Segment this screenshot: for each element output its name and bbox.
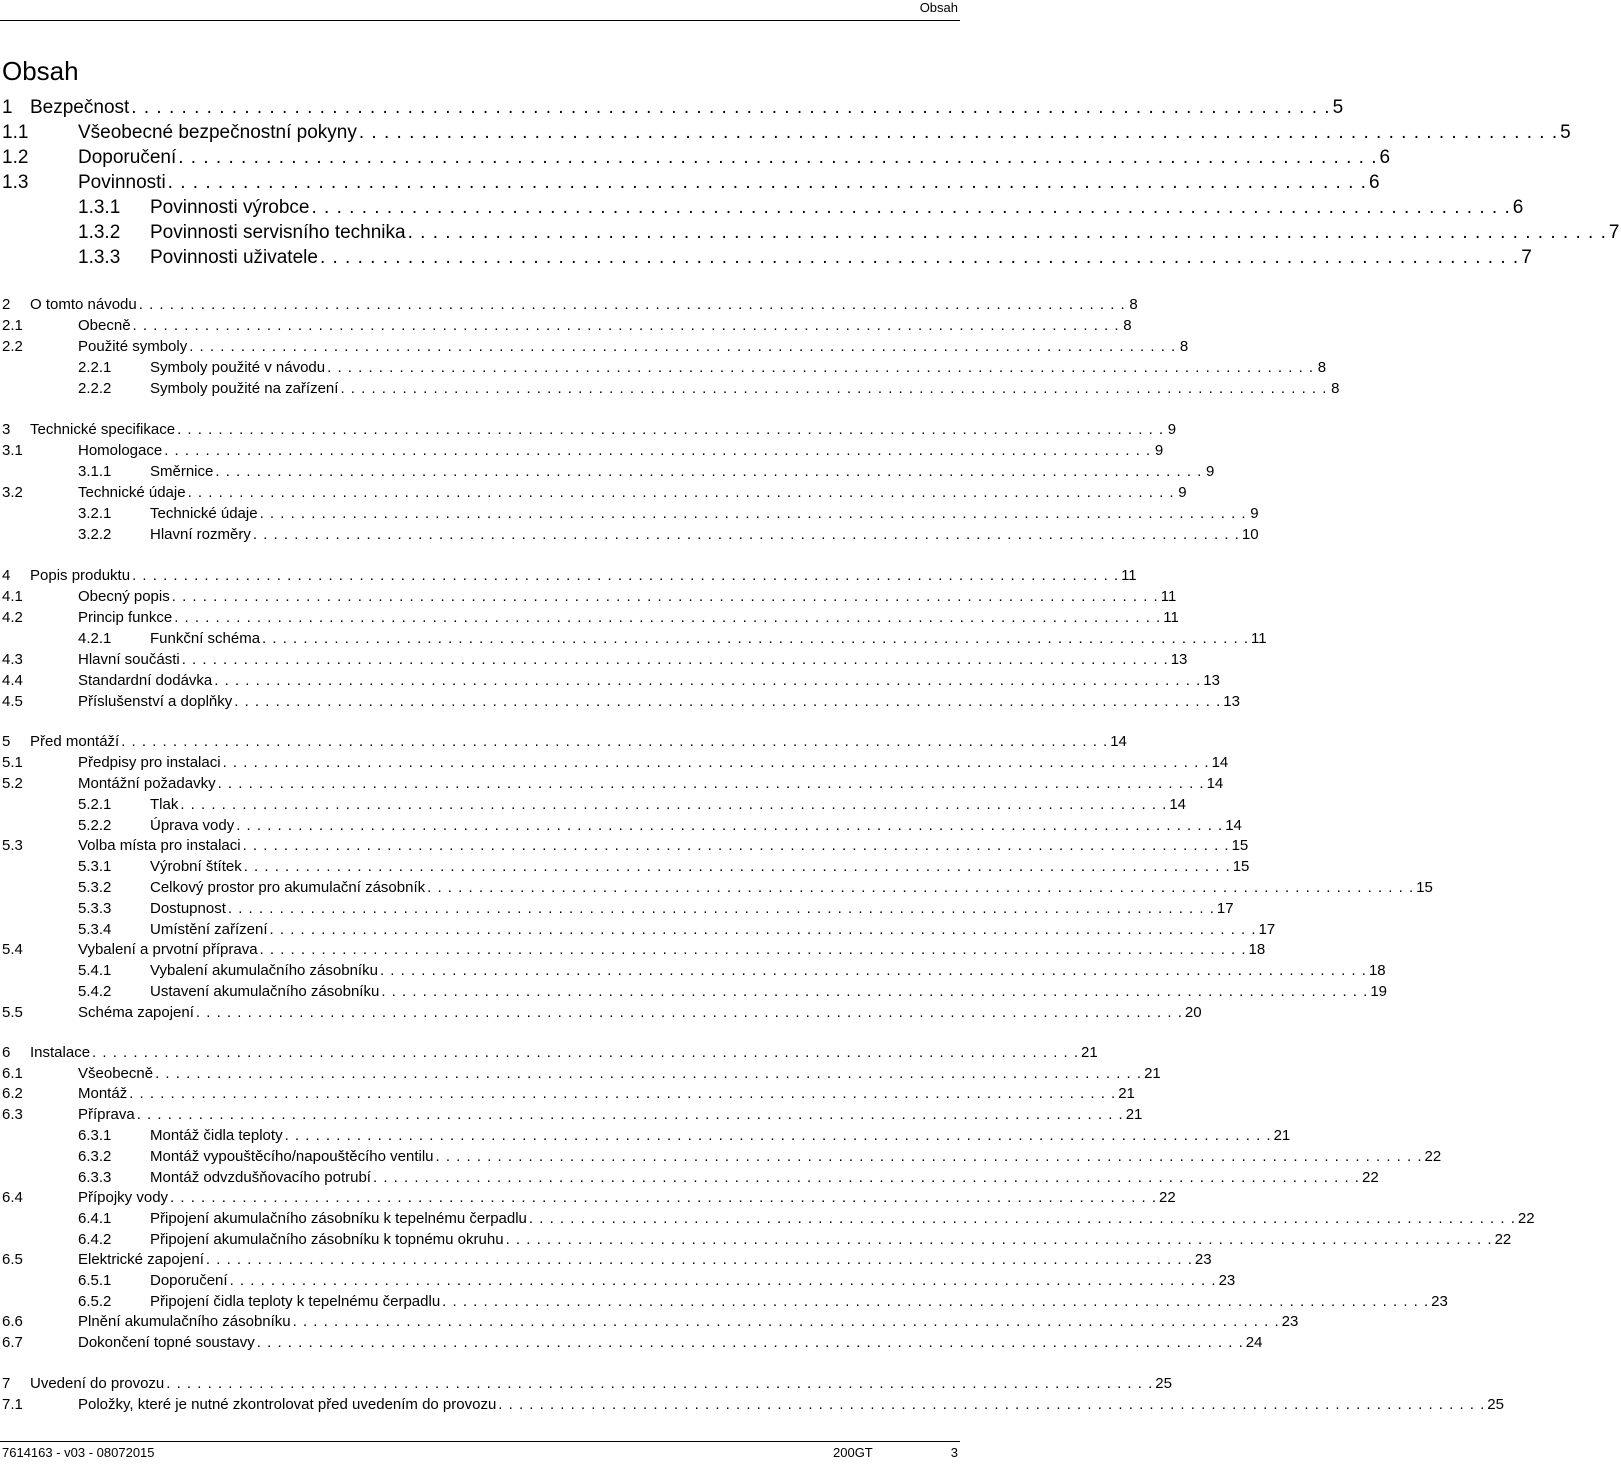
toc-entry[interactable]: [0, 379, 1340, 399]
toc-entry-title: Umístění zařízení: [150, 921, 268, 938]
toc-entry-title: Povinnosti: [78, 172, 166, 193]
toc-entry[interactable]: [0, 316, 1132, 336]
toc-dot-leader: . . . . . . . . . . . . . . . . . . . . . . . . . . . . . . . . . . . . . . . . . . . . . . . . . . . . . . . . . . . . . . . . . . . . . . . . . . . . . . . . . . . . . . . . . . . . . . . .: [174, 609, 1162, 626]
toc-dot-leader: . . . . . . . . . . . . . . . . . . . . . . . . . . . . . . . . . . . . . . . . . . . . . . . . . . . . . . . . . . . . . . . . . . . . . . . . . . . . . . . . . . . . . . . . . . . . . . . .: [227, 900, 1215, 917]
toc-dot-leader: . . . . . . . . . . . . . . . . . . . . . . . . . . . . . . . . . . . . . . . . . . . . . . . . . . . . . . . . . . . . . . . . . . . . . . . . . . . . . . . . . . . . . . . . . . . . . . . .: [259, 505, 1247, 522]
toc-entry-number: 1: [2, 97, 13, 118]
toc-entry[interactable]: [0, 295, 1138, 315]
toc-entry-page: 22: [1361, 1169, 1379, 1186]
toc-entry-number: 5.2.2: [78, 817, 112, 834]
toc-entry-title: Symboly použité na zařízení: [150, 380, 339, 397]
toc-entry-number: 7.1: [2, 1396, 23, 1413]
toc-dot-leader: . . . . . . . . . . . . . . . . . . . . . . . . . . . . . . . . . . . . . . . . . . . . . . . . . . . . . . . . . . . . . . . . . . . . . . . . . . . . . . . . . . . . . . . . . . . . . . . .: [256, 1334, 1244, 1351]
toc-entry-title: Položky, které je nutné zkontrolovat před uvedením do provozu: [78, 1396, 497, 1413]
toc-entry-page: 8: [1129, 296, 1138, 313]
toc-entry-number: 5.2.1: [78, 796, 112, 813]
toc-dot-leader: . . . . . . . . . . . . . . . . . . . . . . . . . . . . . . . . . . . . . . . . . . . . . . . . . . . . . . . . . . . . . . . . . . . . . . . . . . . . . . . . . . . . . . . . . . . . . . . .: [215, 463, 1203, 480]
toc-entry-number: 2.1: [2, 317, 23, 334]
toc-entry-title: Dokončení topné soustavy: [78, 1334, 255, 1351]
toc-dot-leader: . . . . . . . . . . . . . . . . . . . . . . . . . . . . . . . . . . . . . . . . . . . . . . . . . . . . . . . . . . . . . . . . . . . . . . . . . . . . . . . . . . . . . . . . . . . . . . . .: [379, 962, 1367, 979]
toc-entry-page: 14: [1206, 775, 1224, 792]
toc-dot-leader: . . . . . . . . . . . . . . . . . . . . . . . . . . . . . . . . . . . . . . . . . . . . . . . . . . . . . . . . . . . . . . . . . . . . . . . . . . . . . . . . . . . . . . . . . . . . . . . .: [311, 197, 1511, 218]
toc-entry[interactable]: [0, 1312, 1299, 1332]
toc-entry-number: 3.1.1: [78, 463, 112, 480]
toc-dot-leader: . . . . . . . . . . . . . . . . . . . . . . . . . . . . . . . . . . . . . . . . . . . . . . . . . . . . . . . . . . . . . . . . . . . . . . . . . . . . . . . . . . . . . . . . . . . . . . . .: [155, 1065, 1143, 1082]
toc-entry-page: 8: [1179, 338, 1189, 355]
toc-entry-page: 21: [1118, 1085, 1135, 1102]
toc-entry-page: 22: [1517, 1210, 1535, 1227]
toc-entry[interactable]: [0, 1250, 1212, 1270]
toc-entry[interactable]: [0, 836, 1249, 856]
toc-entry[interactable]: [0, 899, 1234, 919]
toc-entry-number: 6.5: [2, 1251, 23, 1268]
toc-entry-title: Před montáží: [30, 733, 120, 750]
toc-entry-number: 1.3: [2, 172, 29, 193]
toc-entry-number: 6.4.1: [78, 1210, 112, 1227]
toc-entry-page: 21: [1125, 1106, 1143, 1123]
toc-entry-page: 11: [1121, 567, 1137, 584]
toc-dot-leader: . . . . . . . . . . . . . . . . . . . . . . . . . . . . . . . . . . . . . . . . . . . . . . . . . . . . . . . . . . . . . . . . . . . . . . . . . . . . . . . . . . . . . . . . . . . . . . . .: [505, 1231, 1493, 1248]
page-header: [0, 0, 960, 21]
toc-entry-number: 4.1: [2, 588, 23, 605]
toc-entry-page: 9: [1206, 463, 1215, 480]
toc-dot-leader: . . . . . . . . . . . . . . . . . . . . . . . . . . . . . . . . . . . . . . . . . . . . . . . . . . . . . . . . . . . . . . . . . . . . . . . . . . . . . . . . . . . . . . . . . . . . . . . .: [528, 1210, 1516, 1227]
toc-entry-page: 5: [1560, 122, 1571, 143]
footer-doc-id: 7614163 - v03 - 08072015: [2, 1445, 155, 1460]
toc-entry[interactable]: [0, 196, 1524, 220]
toc-entry-number: 6.3.3: [78, 1169, 112, 1186]
toc-dot-leader: . . . . . . . . . . . . . . . . . . . . . . . . . . . . . . . . . . . . . . . . . . . . . . . . . . . . . . . . . . . . . . . . . . . . . . . . . . . . . . . . . . . . . . . . . . . . . . . .: [259, 941, 1247, 958]
toc-entry-title: Montážní požadavky: [78, 775, 216, 792]
toc-entry-number: 4.5: [2, 693, 23, 710]
toc-dot-leader: . . . . . . . . . . . . . . . . . . . . . . . . . . . . . . . . . . . . . . . . . . . . . . . . . . . . . . . . . . . . . . . . . . . . . . . . . . . . . . . . . . . . . . . . . . . . . . . .: [229, 1272, 1217, 1289]
toc-entry[interactable]: [0, 1209, 1535, 1229]
toc-dot-leader: . . . . . . . . . . . . . . . . . . . . . . . . . . . . . . . . . . . . . . . . . . . . . . . . . . . . . . . . . . . . . . . . . . . . . . . . . . . . . . . . . . . . . . . . . . . . . . . .: [372, 1169, 1360, 1186]
toc-dot-leader: . . . . . . . . . . . . . . . . . . . . . . . . . . . . . . . . . . . . . . . . . . . . . . . . . . . . . . . . . . . . . . . . . . . . . . . . . . . . . . . . . . . . . . . . . . . . . . . .: [170, 1189, 1158, 1206]
toc-entry-title: Schéma zapojení: [78, 1004, 194, 1021]
page-footer: [0, 1441, 960, 1466]
toc-entry-page: 9: [1154, 442, 1164, 459]
toc-entry-title: Výrobní štítek: [150, 858, 242, 875]
toc-entry-title: Celkový prostor pro akumulační zásobník: [150, 879, 426, 896]
toc-entry-title: Připojení akumulačního zásobníku k topnému okruhu: [150, 1231, 504, 1248]
toc-entry-title: Technické specifikace: [30, 421, 176, 438]
toc-entry-number: 1.3.3: [78, 247, 121, 268]
toc-entry-number: 3.1: [2, 442, 23, 459]
toc-entry[interactable]: [0, 462, 1215, 482]
toc-entry-page: 25: [1155, 1375, 1172, 1392]
toc-entry-page: 18: [1368, 962, 1386, 979]
toc-entry-number: 5.1: [2, 754, 23, 771]
toc-entry-number: 5.3.3: [78, 900, 112, 917]
toc-entry-page: 22: [1159, 1189, 1176, 1206]
toc-dot-leader: . . . . . . . . . . . . . . . . . . . . . . . . . . . . . . . . . . . . . . . . . . . . . . . . . . . . . . . . . . . . . . . . . . . . . . . . . . . . . . . . . . . . . . . . . . . . . . . .: [236, 817, 1224, 834]
toc-entry-page: 11: [1163, 609, 1179, 626]
toc-dot-leader: . . . . . . . . . . . . . . . . . . . . . . . . . . . . . . . . . . . . . . . . . . . . . . . . . . . . . . . . . . . . . . . . . . . . . . . . . . . . . . . . . . . . . . . . . . . . . . . .: [138, 296, 1126, 313]
toc-entry-title: Technické údaje: [78, 484, 186, 501]
toc-entry-title: Přípojky vody: [78, 1189, 169, 1206]
toc-entry[interactable]: [0, 121, 1571, 145]
toc-entry-number: 6.4.2: [78, 1231, 112, 1248]
toc-dot-leader: . . . . . . . . . . . . . . . . . . . . . . . . . . . . . . . . . . . . . . . . . . . . . . . . . . . . . . . . . . . . . . . . . . . . . . . . . . . . . . . . . . . . . . . . . . . . . . . .: [269, 921, 1257, 938]
toc-entry-title: Hlavní součásti: [78, 651, 180, 668]
toc-entry-title: Montáž: [78, 1085, 128, 1102]
toc-entry-title: Povinnosti výrobce: [150, 197, 310, 218]
toc-dot-leader: . . . . . . . . . . . . . . . . . . . . . . . . . . . . . . . . . . . . . . . . . . . . . . . . . . . . . . . . . . . . . . . . . . . . . . . . . . . . . . . . . . . . . . . . . . . . . . . .: [132, 317, 1120, 334]
toc-dot-leader: . . . . . . . . . . . . . . . . . . . . . . . . . . . . . . . . . . . . . . . . . . . . . . . . . . . . . . . . . . . . . . . . . . . . . . . . . . . . . . . . . . . . . . . . . . . . . . . .: [319, 247, 1520, 268]
toc-entry-number: 7: [2, 1375, 11, 1392]
toc-dot-leader: . . . . . . . . . . . . . . . . . . . . . . . . . . . . . . . . . . . . . . . . . . . . . . . . . . . . . . . . . . . . . . . . . . . . . . . . . . . . . . . . . . . . . . . . . . . . . . . .: [407, 222, 1607, 243]
toc-dot-leader: . . . . . . . . . . . . . . . . . . . . . . . . . . . . . . . . . . . . . . . . . . . . . . . . . . . . . . . . . . . . . . . . . . . . . . . . . . . . . . . . . . . . . . . . . . . . . . . .: [189, 338, 1177, 355]
toc-entry-number: 3.2.1: [78, 505, 112, 522]
toc-entry[interactable]: [0, 1147, 1442, 1167]
toc-entry-title: Připojení akumulačního zásobníku k tepelnému čerpadlu: [150, 1210, 527, 1227]
toc-entry-number: 6.5.1: [78, 1272, 112, 1289]
toc-entry-title: Hlavní rozměry: [150, 526, 251, 543]
toc-entry-title: Tlak: [150, 796, 179, 813]
toc-entry-number: 6.3.2: [78, 1148, 112, 1165]
toc-entry-title: Doporučení: [150, 1272, 228, 1289]
toc-entry-number: 3: [2, 421, 11, 438]
toc-entry-title: Funkční schéma: [150, 630, 261, 647]
toc-entry-page: 25: [1487, 1396, 1504, 1413]
toc-dot-leader: . . . . . . . . . . . . . . . . . . . . . . . . . . . . . . . . . . . . . . . . . . . . . . . . . . . . . . . . . . . . . . . . . . . . . . . . . . . . . . . . . . . . . . . . . . . . . . . .: [132, 567, 1120, 584]
toc-entry-title: Všeobecně: [78, 1065, 154, 1082]
toc-entry[interactable]: [0, 420, 1177, 440]
toc-entry-number: 4: [2, 567, 11, 584]
toc-entry-number: 6.4: [2, 1189, 23, 1206]
toc-entry-number: 4.2: [2, 609, 23, 626]
toc-entry[interactable]: [0, 1374, 1172, 1394]
toc-entry-number: 6.3: [2, 1106, 23, 1123]
toc-dot-leader: . . . . . . . . . . . . . . . . . . . . . . . . . . . . . . . . . . . . . . . . . . . . . . . . . . . . . . . . . . . . . . . . . . . . . . . . . . . . . . . . . . . . . . . . . . . . . . . .: [340, 380, 1328, 397]
toc-dot-leader: . . . . . . . . . . . . . . . . . . . . . . . . . . . . . . . . . . . . . . . . . . . . . . . . . . . . . . . . . . . . . . . . . . . . . . . . . . . . . . . . . . . . . . . . . . . . . . . .: [214, 672, 1202, 689]
toc-entry-title: Vybalení a prvotní příprava: [78, 941, 258, 958]
toc-entry-title: Standardní dodávka: [78, 672, 213, 689]
toc-entry-page: 23: [1218, 1272, 1236, 1289]
toc-dot-leader: . . . . . . . . . . . . . . . . . . . . . . . . . . . . . . . . . . . . . . . . . . . . . . . . . . . . . . . . . . . . . . . . . . . . . . . . . . . . . . . . . . . . . . . . . . . . . . . .: [177, 421, 1165, 438]
toc-entry[interactable]: [0, 358, 1327, 378]
toc-entry-page: 11: [1160, 588, 1177, 605]
toc-entry-title: O tomto návodu: [30, 296, 137, 313]
toc-entry-page: 5: [1332, 97, 1344, 118]
toc-entry[interactable]: [0, 587, 1177, 607]
toc-entry-title: Montáž vypouštěcího/napouštěcího ventilu: [150, 1148, 434, 1165]
toc-entry-number: 4.2.1: [78, 630, 112, 647]
toc-entry[interactable]: [0, 1395, 1504, 1415]
toc-entry-number: 4.4: [2, 672, 23, 689]
toc-entry-title: Všeobecné bezpečnostní pokyny: [78, 122, 357, 143]
toc-entry-title: Použité symboly: [78, 338, 188, 355]
toc-dot-leader: . . . . . . . . . . . . . . . . . . . . . . . . . . . . . . . . . . . . . . . . . . . . . . . . . . . . . . . . . . . . . . . . . . . . . . . . . . . . . . . . . . . . . . . . . . . . . . . .: [121, 733, 1109, 750]
toc-entry-title: Plnění akumulačního zásobníku: [78, 1313, 291, 1330]
toc-entry-page: 13: [1223, 693, 1240, 710]
toc-entry-page: 15: [1416, 879, 1433, 896]
toc-entry-title: Elektrické zapojení: [78, 1251, 204, 1268]
toc-entry-number: 5.4.2: [78, 983, 112, 1000]
toc-entry-title: Obecný popis: [78, 588, 170, 605]
toc-dot-leader: . . . . . . . . . . . . . . . . . . . . . . . . . . . . . . . . . . . . . . . . . . . . . . . . . . . . . . . . . . . . . . . . . . . . . . . . . . . . . . . . . . . . . . . . . . . . . . . .: [358, 122, 1559, 143]
toc-entry-page: 20: [1184, 1004, 1202, 1021]
toc-entry-number: 1.1: [2, 122, 29, 143]
toc-entry[interactable]: [0, 878, 1433, 898]
toc-entry-page: 18: [1248, 941, 1266, 958]
toc-entry[interactable]: [0, 1105, 1143, 1125]
toc-dot-leader: . . . . . . . . . . . . . . . . . . . . . . . . . . . . . . . . . . . . . . . . . . . . . . . . . . . . . . . . . . . . . . . . . . . . . . . . . . . . . . . . . . . . . . . . . . . . . . . .: [442, 1293, 1430, 1310]
toc-entry-number: 5.3.2: [78, 879, 112, 896]
toc-entry-page: 21: [1144, 1065, 1161, 1082]
toc-entry[interactable]: [0, 221, 1620, 245]
toc-entry[interactable]: [0, 753, 1229, 773]
toc-entry[interactable]: [0, 961, 1386, 981]
toc-dot-leader: . . . . . . . . . . . . . . . . . . . . . . . . . . . . . . . . . . . . . . . . . . . . . . . . . . . . . . . . . . . . . . . . . . . . . . . . . . . . . . . . . . . . . . . . . . . . . . . .: [166, 1375, 1154, 1392]
toc-entry-page: 14: [1169, 796, 1187, 813]
toc-entry-title: Symboly použité v návodu: [150, 359, 326, 376]
toc-entry[interactable]: [0, 246, 1532, 270]
toc-entry-title: Ustavení akumulačního zásobníku: [150, 983, 380, 1000]
toc-dot-leader: . . . . . . . . . . . . . . . . . . . . . . . . . . . . . . . . . . . . . . . . . . . . . . . . . . . . . . . . . . . . . . . . . . . . . . . . . . . . . . . . . . . . . . . . . . . . . . . .: [187, 484, 1175, 501]
toc-dot-leader: . . . . . . . . . . . . . . . . . . . . . . . . . . . . . . . . . . . . . . . . . . . . . . . . . . . . . . . . . . . . . . . . . . . . . . . . . . . . . . . . . . . . . . . . . . . . . . . .: [381, 983, 1369, 1000]
toc-entry-number: 6.3.1: [78, 1127, 112, 1144]
toc-dot-leader: . . . . . . . . . . . . . . . . . . . . . . . . . . . . . . . . . . . . . . . . . . . . . . . . . . . . . . . . . . . . . . . . . . . . . . . . . . . . . . . . . . . . . . . . . . . . . . . .: [164, 442, 1152, 459]
toc-entry[interactable]: [0, 692, 1240, 712]
toc-entry-page: 8: [1331, 380, 1340, 397]
toc-entry[interactable]: [0, 1271, 1236, 1291]
toc-entry[interactable]: [0, 504, 1259, 524]
toc-entry-title: Volba místa pro instalaci: [78, 837, 241, 854]
toc-entry-page: 24: [1245, 1334, 1263, 1351]
toc-entry[interactable]: [0, 795, 1187, 815]
toc-entry-page: 6: [1379, 147, 1391, 168]
toc-entry[interactable]: [0, 774, 1224, 794]
toc-entry-title: Montáž odvzdušňovacího potrubí: [150, 1169, 371, 1186]
page-title: Obsah: [2, 56, 79, 86]
toc-entry[interactable]: [0, 441, 1164, 461]
toc-entry-page: 23: [1281, 1313, 1299, 1330]
toc-entry[interactable]: [0, 920, 1276, 940]
toc-dot-leader: . . . . . . . . . . . . . . . . . . . . . . . . . . . . . . . . . . . . . . . . . . . . . . . . . . . . . . . . . . . . . . . . . . . . . . . . . . . . . . . . . . . . . . . . . . . . . . . .: [217, 775, 1205, 792]
toc-dot-leader: . . . . . . . . . . . . . . . . . . . . . . . . . . . . . . . . . . . . . . . . . . . . . . . . . . . . . . . . . . . . . . . . . . . . . . . . . . . . . . . . . . . . . . . . . . . . . . . .: [243, 858, 1231, 875]
toc-entry-title: Popis produktu: [30, 567, 131, 584]
toc-entry[interactable]: [0, 629, 1267, 649]
toc-entry-title: Příslušenství a doplňky: [78, 693, 233, 710]
toc-entry-page: 8: [1123, 317, 1132, 334]
toc-entry-number: 5.3: [2, 837, 23, 854]
toc-entry-number: 4.3: [2, 651, 23, 668]
toc-entry[interactable]: [0, 525, 1259, 545]
toc-entry-title: Doporučení: [78, 147, 177, 168]
toc-dot-leader: . . . . . . . . . . . . . . . . . . . . . . . . . . . . . . . . . . . . . . . . . . . . . . . . . . . . . . . . . . . . . . . . . . . . . . . . . . . . . . . . . . . . . . . . . . . . . . . .: [262, 630, 1250, 647]
toc-entry-page: 7: [1521, 247, 1532, 268]
toc-entry[interactable]: [0, 1188, 1176, 1208]
toc-entry-page: 8: [1317, 359, 1327, 376]
toc-entry-page: 14: [1110, 733, 1127, 750]
toc-entry-number: 6.2: [2, 1085, 23, 1102]
toc-entry-page: 17: [1216, 900, 1234, 917]
toc-entry-title: Princip funkce: [78, 609, 173, 626]
toc-dot-leader: . . . . . . . . . . . . . . . . . . . . . . . . . . . . . . . . . . . . . . . . . . . . . . . . . . . . . . . . . . . . . . . . . . . . . . . . . . . . . . . . . . . . . . . . . . . . . . . .: [242, 837, 1230, 854]
toc-entry-page: 14: [1211, 754, 1229, 771]
toc-entry-number: 2.2.1: [78, 359, 112, 376]
toc-entry-page: 13: [1203, 672, 1220, 689]
toc-dot-leader: . . . . . . . . . . . . . . . . . . . . . . . . . . . . . . . . . . . . . . . . . . . . . . . . . . . . . . . . . . . . . . . . . . . . . . . . . . . . . . . . . . . . . . . . . . . . . . . .: [284, 1127, 1272, 1144]
toc-entry-number: 1.2: [2, 147, 29, 168]
toc-entry-title: Úprava vody: [150, 817, 235, 834]
toc-dot-leader: . . . . . . . . . . . . . . . . . . . . . . . . . . . . . . . . . . . . . . . . . . . . . . . . . . . . . . . . . . . . . . . . . . . . . . . . . . . . . . . . . . . . . . . . . . . . . . . .: [180, 796, 1168, 813]
toc-entry-number: 5.2: [2, 775, 23, 792]
toc-entry-page: 15: [1231, 837, 1249, 854]
toc-dot-leader: . . . . . . . . . . . . . . . . . . . . . . . . . . . . . . . . . . . . . . . . . . . . . . . . . . . . . . . . . . . . . . . . . . . . . . . . . . . . . . . . . . . . . . . . . . . . . . . .: [327, 359, 1315, 376]
toc-entry-title: Směrnice: [150, 463, 214, 480]
toc-dot-leader: . . . . . . . . . . . . . . . . . . . . . . . . . . . . . . . . . . . . . . . . . . . . . . . . . . . . . . . . . . . . . . . . . . . . . . . . . . . . . . . . . . . . . . . . . . . . . . . .: [136, 1106, 1124, 1123]
toc-dot-leader: . . . . . . . . . . . . . . . . . . . . . . . . . . . . . . . . . . . . . . . . . . . . . . . . . . . . . . . . . . . . . . . . . . . . . . . . . . . . . . . . . . . . . . . . . . . . . . . .: [205, 1251, 1193, 1268]
toc-entry[interactable]: [0, 940, 1266, 960]
toc-entry[interactable]: [0, 1084, 1135, 1104]
toc-dot-leader: . . . . . . . . . . . . . . . . . . . . . . . . . . . . . . . . . . . . . . . . . . . . . . . . . . . . . . . . . . . . . . . . . . . . . . . . . . . . . . . . . . . . . . . . . . . . . . . .: [234, 693, 1222, 710]
toc-entry-number: 5.4.1: [78, 962, 112, 979]
toc-entry-number: 5.5: [2, 1004, 23, 1021]
toc-entry-title: Připojení čidla teploty k tepelnému čerpadlu: [150, 1293, 441, 1310]
toc-entry-page: 9: [1250, 505, 1259, 522]
toc-entry-page: 22: [1494, 1231, 1512, 1248]
toc-entry-title: Povinnosti servisního technika: [150, 222, 406, 243]
toc-entry-number: 5.3.1: [78, 858, 112, 875]
toc-dot-leader: . . . . . . . . . . . . . . . . . . . . . . . . . . . . . . . . . . . . . . . . . . . . . . . . . . . . . . . . . . . . . . . . . . . . . . . . . . . . . . . . . . . . . . . . . . . . . . . .: [435, 1148, 1423, 1165]
toc-entry-title: Technické údaje: [150, 505, 258, 522]
toc-entry-number: 1.3.2: [78, 222, 121, 243]
toc-entry-number: 6.6: [2, 1313, 23, 1330]
toc-entry[interactable]: [0, 857, 1250, 877]
toc-dot-leader: . . . . . . . . . . . . . . . . . . . . . . . . . . . . . . . . . . . . . . . . . . . . . . . . . . . . . . . . . . . . . . . . . . . . . . . . . . . . . . . . . . . . . . . . . . . . . . . .: [195, 1004, 1183, 1021]
toc-entry-page: 21: [1273, 1127, 1291, 1144]
toc-entry-page: 15: [1232, 858, 1250, 875]
toc-dot-leader: . . . . . . . . . . . . . . . . . . . . . . . . . . . . . . . . . . . . . . . . . . . . . . . . . . . . . . . . . . . . . . . . . . . . . . . . . . . . . . . . . . . . . . . . . . . . . . . .: [498, 1396, 1486, 1413]
toc-entry-title: Montáž čidla teploty: [150, 1127, 283, 1144]
toc-entry-title: Dostupnost: [150, 900, 226, 917]
toc-entry-title: Uvedení do provozu: [30, 1375, 165, 1392]
toc-dot-leader: . . . . . . . . . . . . . . . . . . . . . . . . . . . . . . . . . . . . . . . . . . . . . . . . . . . . . . . . . . . . . . . . . . . . . . . . . . . . . . . . . . . . . . . . . . . . . . . .: [129, 1085, 1117, 1102]
toc-dot-leader: . . . . . . . . . . . . . . . . . . . . . . . . . . . . . . . . . . . . . . . . . . . . . . . . . . . . . . . . . . . . . . . . . . . . . . . . . . . . . . . . . . . . . . . . . . . . . . . .: [131, 97, 1331, 118]
toc-entry-page: 21: [1081, 1044, 1098, 1061]
toc-entry-number: 2: [2, 296, 11, 313]
toc-dot-leader: . . . . . . . . . . . . . . . . . . . . . . . . . . . . . . . . . . . . . . . . . . . . . . . . . . . . . . . . . . . . . . . . . . . . . . . . . . . . . . . . . . . . . . . . . . . . . . . .: [171, 588, 1159, 605]
toc-entry[interactable]: [0, 1292, 1448, 1312]
toc-entry[interactable]: [0, 483, 1187, 503]
toc-entry-page: 6: [1368, 172, 1380, 193]
toc-entry-page: 14: [1225, 817, 1242, 834]
toc-entry-page: 17: [1258, 921, 1276, 938]
toc-entry[interactable]: [0, 1230, 1512, 1250]
toc-dot-leader: . . . . . . . . . . . . . . . . . . . . . . . . . . . . . . . . . . . . . . . . . . . . . . . . . . . . . . . . . . . . . . . . . . . . . . . . . . . . . . . . . . . . . . . . . . . . . . . .: [167, 172, 1367, 193]
toc-entry-number: 1.3.1: [78, 197, 121, 218]
toc-entry-page: 13: [1170, 651, 1188, 668]
toc-entry-page: 22: [1424, 1148, 1442, 1165]
toc-entry[interactable]: [0, 608, 1179, 628]
toc-entry[interactable]: [0, 337, 1189, 357]
toc-entry-title: Instalace: [30, 1044, 91, 1061]
toc-entry-number: 5.3.4: [78, 921, 112, 938]
toc-entry-title: Povinnosti uživatele: [150, 247, 318, 268]
toc-entry[interactable]: [0, 1003, 1202, 1023]
toc-dot-leader: . . . . . . . . . . . . . . . . . . . . . . . . . . . . . . . . . . . . . . . . . . . . . . . . . . . . . . . . . . . . . . . . . . . . . . . . . . . . . . . . . . . . . . . . . . . . . . . .: [292, 1313, 1280, 1330]
toc-entry-title: Příprava: [78, 1106, 135, 1123]
toc-dot-leader: . . . . . . . . . . . . . . . . . . . . . . . . . . . . . . . . . . . . . . . . . . . . . . . . . . . . . . . . . . . . . . . . . . . . . . . . . . . . . . . . . . . . . . . . . . . . . . . .: [252, 526, 1240, 543]
toc-entry-page: 7: [1608, 222, 1620, 243]
toc-entry-page: 10: [1241, 526, 1259, 543]
toc-entry[interactable]: [0, 650, 1188, 670]
toc-entry[interactable]: [0, 566, 1137, 586]
toc-entry-page: 11: [1251, 630, 1267, 647]
toc-entry[interactable]: [0, 982, 1387, 1002]
toc-entry-page: 23: [1431, 1293, 1448, 1310]
toc-entry-title: Homologace: [78, 442, 163, 459]
toc-entry-page: 23: [1194, 1251, 1212, 1268]
toc-dot-leader: . . . . . . . . . . . . . . . . . . . . . . . . . . . . . . . . . . . . . . . . . . . . . . . . . . . . . . . . . . . . . . . . . . . . . . . . . . . . . . . . . . . . . . . . . . . . . . . .: [222, 754, 1210, 771]
toc-entry-number: 3.2.2: [78, 526, 112, 543]
toc-entry-title: Vybalení akumulačního zásobníku: [150, 962, 378, 979]
toc-entry-page: 9: [1167, 421, 1177, 438]
footer-page-number: 3: [950, 1445, 958, 1460]
toc-entry[interactable]: [0, 1333, 1263, 1353]
toc-dot-leader: . . . . . . . . . . . . . . . . . . . . . . . . . . . . . . . . . . . . . . . . . . . . . . . . . . . . . . . . . . . . . . . . . . . . . . . . . . . . . . . . . . . . . . . . . . . . . . . .: [178, 147, 1378, 168]
footer-model: 200GT: [833, 1445, 873, 1460]
toc-entry-number: 6: [2, 1044, 11, 1061]
toc-entry-number: 5: [2, 733, 11, 750]
toc-entry-number: 2.2.2: [78, 380, 112, 397]
toc-entry-number: 2.2: [2, 338, 23, 355]
toc-entry[interactable]: [0, 1126, 1291, 1146]
toc-entry-page: 6: [1512, 197, 1524, 218]
toc-dot-leader: . . . . . . . . . . . . . . . . . . . . . . . . . . . . . . . . . . . . . . . . . . . . . . . . . . . . . . . . . . . . . . . . . . . . . . . . . . . . . . . . . . . . . . . . . . . . . . . .: [427, 879, 1415, 896]
toc-entry-number: 6.5.2: [78, 1293, 112, 1310]
toc-dot-leader: . . . . . . . . . . . . . . . . . . . . . . . . . . . . . . . . . . . . . . . . . . . . . . . . . . . . . . . . . . . . . . . . . . . . . . . . . . . . . . . . . . . . . . . . . . . . . . . .: [92, 1044, 1080, 1061]
toc-entry-number: 3.2: [2, 484, 23, 501]
toc-entry[interactable]: [0, 171, 1380, 195]
toc-entry-title: Bezpečnost: [30, 97, 130, 118]
toc-entry[interactable]: [0, 732, 1127, 752]
toc-entry[interactable]: [0, 1043, 1098, 1063]
toc-entry-number: 5.4: [2, 941, 23, 958]
toc-entry-page: 19: [1370, 983, 1387, 1000]
toc-entry-page: 9: [1178, 484, 1187, 501]
toc-entry[interactable]: [0, 96, 1344, 120]
toc-entry[interactable]: [0, 816, 1242, 836]
toc-entry[interactable]: [0, 1064, 1161, 1084]
toc-entry[interactable]: [0, 671, 1220, 691]
toc-entry[interactable]: [0, 146, 1391, 170]
toc-dot-leader: . . . . . . . . . . . . . . . . . . . . . . . . . . . . . . . . . . . . . . . . . . . . . . . . . . . . . . . . . . . . . . . . . . . . . . . . . . . . . . . . . . . . . . . . . . . . . . . .: [181, 651, 1169, 668]
header-section-label: Obsah: [919, 0, 958, 15]
toc-entry-title: Předpisy pro instalaci: [78, 754, 221, 771]
toc-entry-number: 6.1: [2, 1065, 23, 1082]
toc-entry-number: 6.7: [2, 1334, 23, 1351]
toc-entry-title: Obecně: [78, 317, 131, 334]
toc-entry[interactable]: [0, 1168, 1379, 1188]
